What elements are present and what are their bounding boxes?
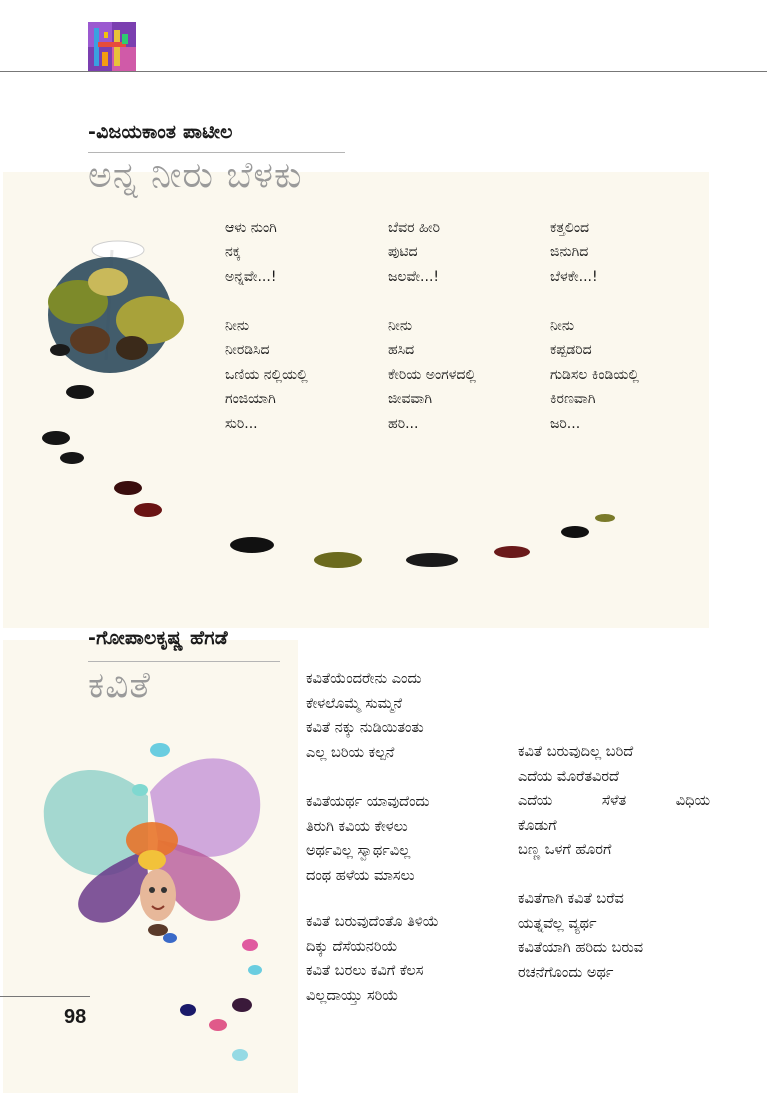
footer-rule (0, 996, 90, 997)
poem-line: ಕವಿತೆ ನಕ್ಕು ನುಡಿಯಿತಂತು (306, 720, 424, 737)
poem-line: ಅನ್ನವೇ...! (225, 268, 277, 285)
poem-line: ಸುರಿ... (225, 415, 258, 432)
poem-line: ಎದೆಯ ಮೊರೆತವಿರದೆ (518, 768, 619, 785)
poem-word: ಸೆಳೆತ (601, 793, 627, 810)
poem-line: ಗುಡಿಸಲ ಕಿಂಡಿಯಲ್ಲಿ (550, 366, 639, 383)
poem-word: ಎದೆಯ (518, 793, 553, 810)
poem2-stanza2 (306, 790, 430, 888)
poem-line: ನೀನು (388, 318, 413, 334)
poem1-stanza1-col2 (388, 216, 440, 289)
poem1-stanza2-col3 (550, 314, 639, 436)
poem2-stanza1 (306, 667, 424, 765)
poem-line: ಕಿರಣವಾಗಿ (550, 391, 596, 408)
poem-line: ಬಣ್ಣ ಒಳಗೆ ಹೊರಗೆ (518, 842, 612, 859)
poem2-author: -ಗೋಪಾಲಕೃಷ್ಣ ಹೆಗಡೆ (88, 627, 228, 649)
poem-line: ಕವಿತೆಯೆಂದರೇನು ಎಂದು (306, 671, 422, 687)
poem-line: ಗಂಜಿಯಾಗಿ (225, 391, 276, 408)
poem2-stanza5 (518, 887, 643, 985)
poem-line: ರಚನೆಗೊಂದು ಅರ್ಥ (518, 964, 614, 981)
poem2-title-rule (88, 661, 280, 662)
poem1-title-rule (88, 152, 345, 153)
poem-line: ಕವಿತೆ ಬರುವುದಿಲ್ಲ ಬರಿದೆ (518, 744, 634, 760)
poem-line: ಕವಿತೆಗಾಗಿ ಕವಿತೆ ಬರೆವ (518, 891, 624, 907)
poem-line: ಕೊಡುಗೆ (518, 817, 557, 834)
poem-line: ಕವಿತೆ ಬರಲು ಕವಿಗೆ ಕೆಲಸ (306, 963, 424, 980)
poem-line: ಕಪ್ಪಡರಿದ (550, 342, 592, 359)
poem-line: ಪುಟಿದ (388, 244, 418, 261)
poem1-title: ಅನ್ನ ನೀರು ಬೆಳಕು (88, 155, 303, 196)
poem-line: ಹರಿ... (388, 415, 419, 432)
poem1-stanza2-col1 (225, 314, 308, 436)
poem-line: ಜಲವೇ...! (388, 268, 440, 285)
poem2-title: ಕವಿತೆ (88, 665, 151, 706)
poem-line: ಜರಿ... (550, 415, 581, 432)
poem-line: ಬೆಳಕೇ...! (550, 268, 598, 285)
poem2-stanza4 (518, 740, 710, 863)
poem-line: ದಿಕ್ಕು ದೆಸೆಯನರಿಯೆ (306, 938, 398, 955)
poem-line: ಬೆವರ ಹೀರಿ (388, 220, 441, 236)
poem-line: ಕವಿತೆಯಾಗಿ ಹರಿದು ಬರುವ (518, 940, 644, 957)
poem-line: ಕವಿತೆಯರ್ಥ ಯಾವುದೆಂದು (306, 794, 430, 810)
poem1-stanza1-col1 (225, 216, 277, 289)
poem-line: ಕೇಳಲೊಮ್ಮೆ ಸುಮ್ಮನೆ (306, 695, 403, 712)
poem2-stanza3 (306, 910, 439, 1008)
ants-and-rice-illustration (20, 220, 640, 590)
butterfly-face-illustration (30, 700, 280, 1090)
poem-word: ವಿಧಿಯ (675, 793, 710, 810)
poem-line: ಯತ್ನವೆಲ್ಲ ವ್ಯರ್ಥ (518, 915, 597, 932)
header-rule (0, 71, 767, 72)
poem-line: ದಂಥ ಹಳೆಯ ಮಾಸಲು (306, 867, 415, 884)
poem-line: ಕೇರಿಯ ಅಂಗಳದಲ್ಲಿ (388, 366, 476, 383)
poem-line: ವಿಲ್ಲದಾಯ್ತು ಸರಿಯೆ (306, 987, 399, 1004)
poem1-author: -ವಿಜಯಕಾಂತ ಪಾಟೀಲ (88, 121, 233, 143)
poem-line: ಒಣಿಯ ನಲ್ಲಿಯಲ್ಲಿ (225, 366, 308, 383)
poem-line: ಅರ್ಥವಿಲ್ಲ ಸ್ವಾರ್ಥವಿಲ್ಲ (306, 843, 411, 860)
poem-line: ಆಳು ನುಂಗಿ (225, 220, 277, 236)
poem-line: ತಿರುಗಿ ಕವಿಯ ಕೇಳಲು (306, 818, 408, 835)
poem-line: ನಕ್ಕ (225, 244, 241, 261)
poem1-stanza1-col3 (550, 216, 598, 289)
poem-line: ಎಲ್ಲ ಬರಿಯ ಕಲ್ಪನೆ (306, 744, 395, 761)
page-number: 98 (64, 1006, 87, 1028)
poem1-stanza2-col2 (388, 314, 476, 436)
poem-line: ನೀನು (550, 318, 575, 334)
poem-line: ಹಸಿದ (388, 342, 415, 359)
poem-line-justified (518, 789, 710, 814)
magazine-logo (88, 22, 136, 72)
poem-line: ಜೀವವಾಗಿ (388, 391, 433, 408)
poem-line: ನೀನು (225, 318, 250, 334)
poem-line: ಕವಿತೆ ಬರುವುದೆಂತೊ ತಿಳಿಯೆ (306, 914, 439, 930)
poem-line: ಕತ್ತಲಿಂದ (550, 220, 590, 236)
poem-line: ನೀರಡಿಸಿದ (225, 342, 270, 359)
poem-line: ಜಿನುಗಿದ (550, 244, 589, 261)
